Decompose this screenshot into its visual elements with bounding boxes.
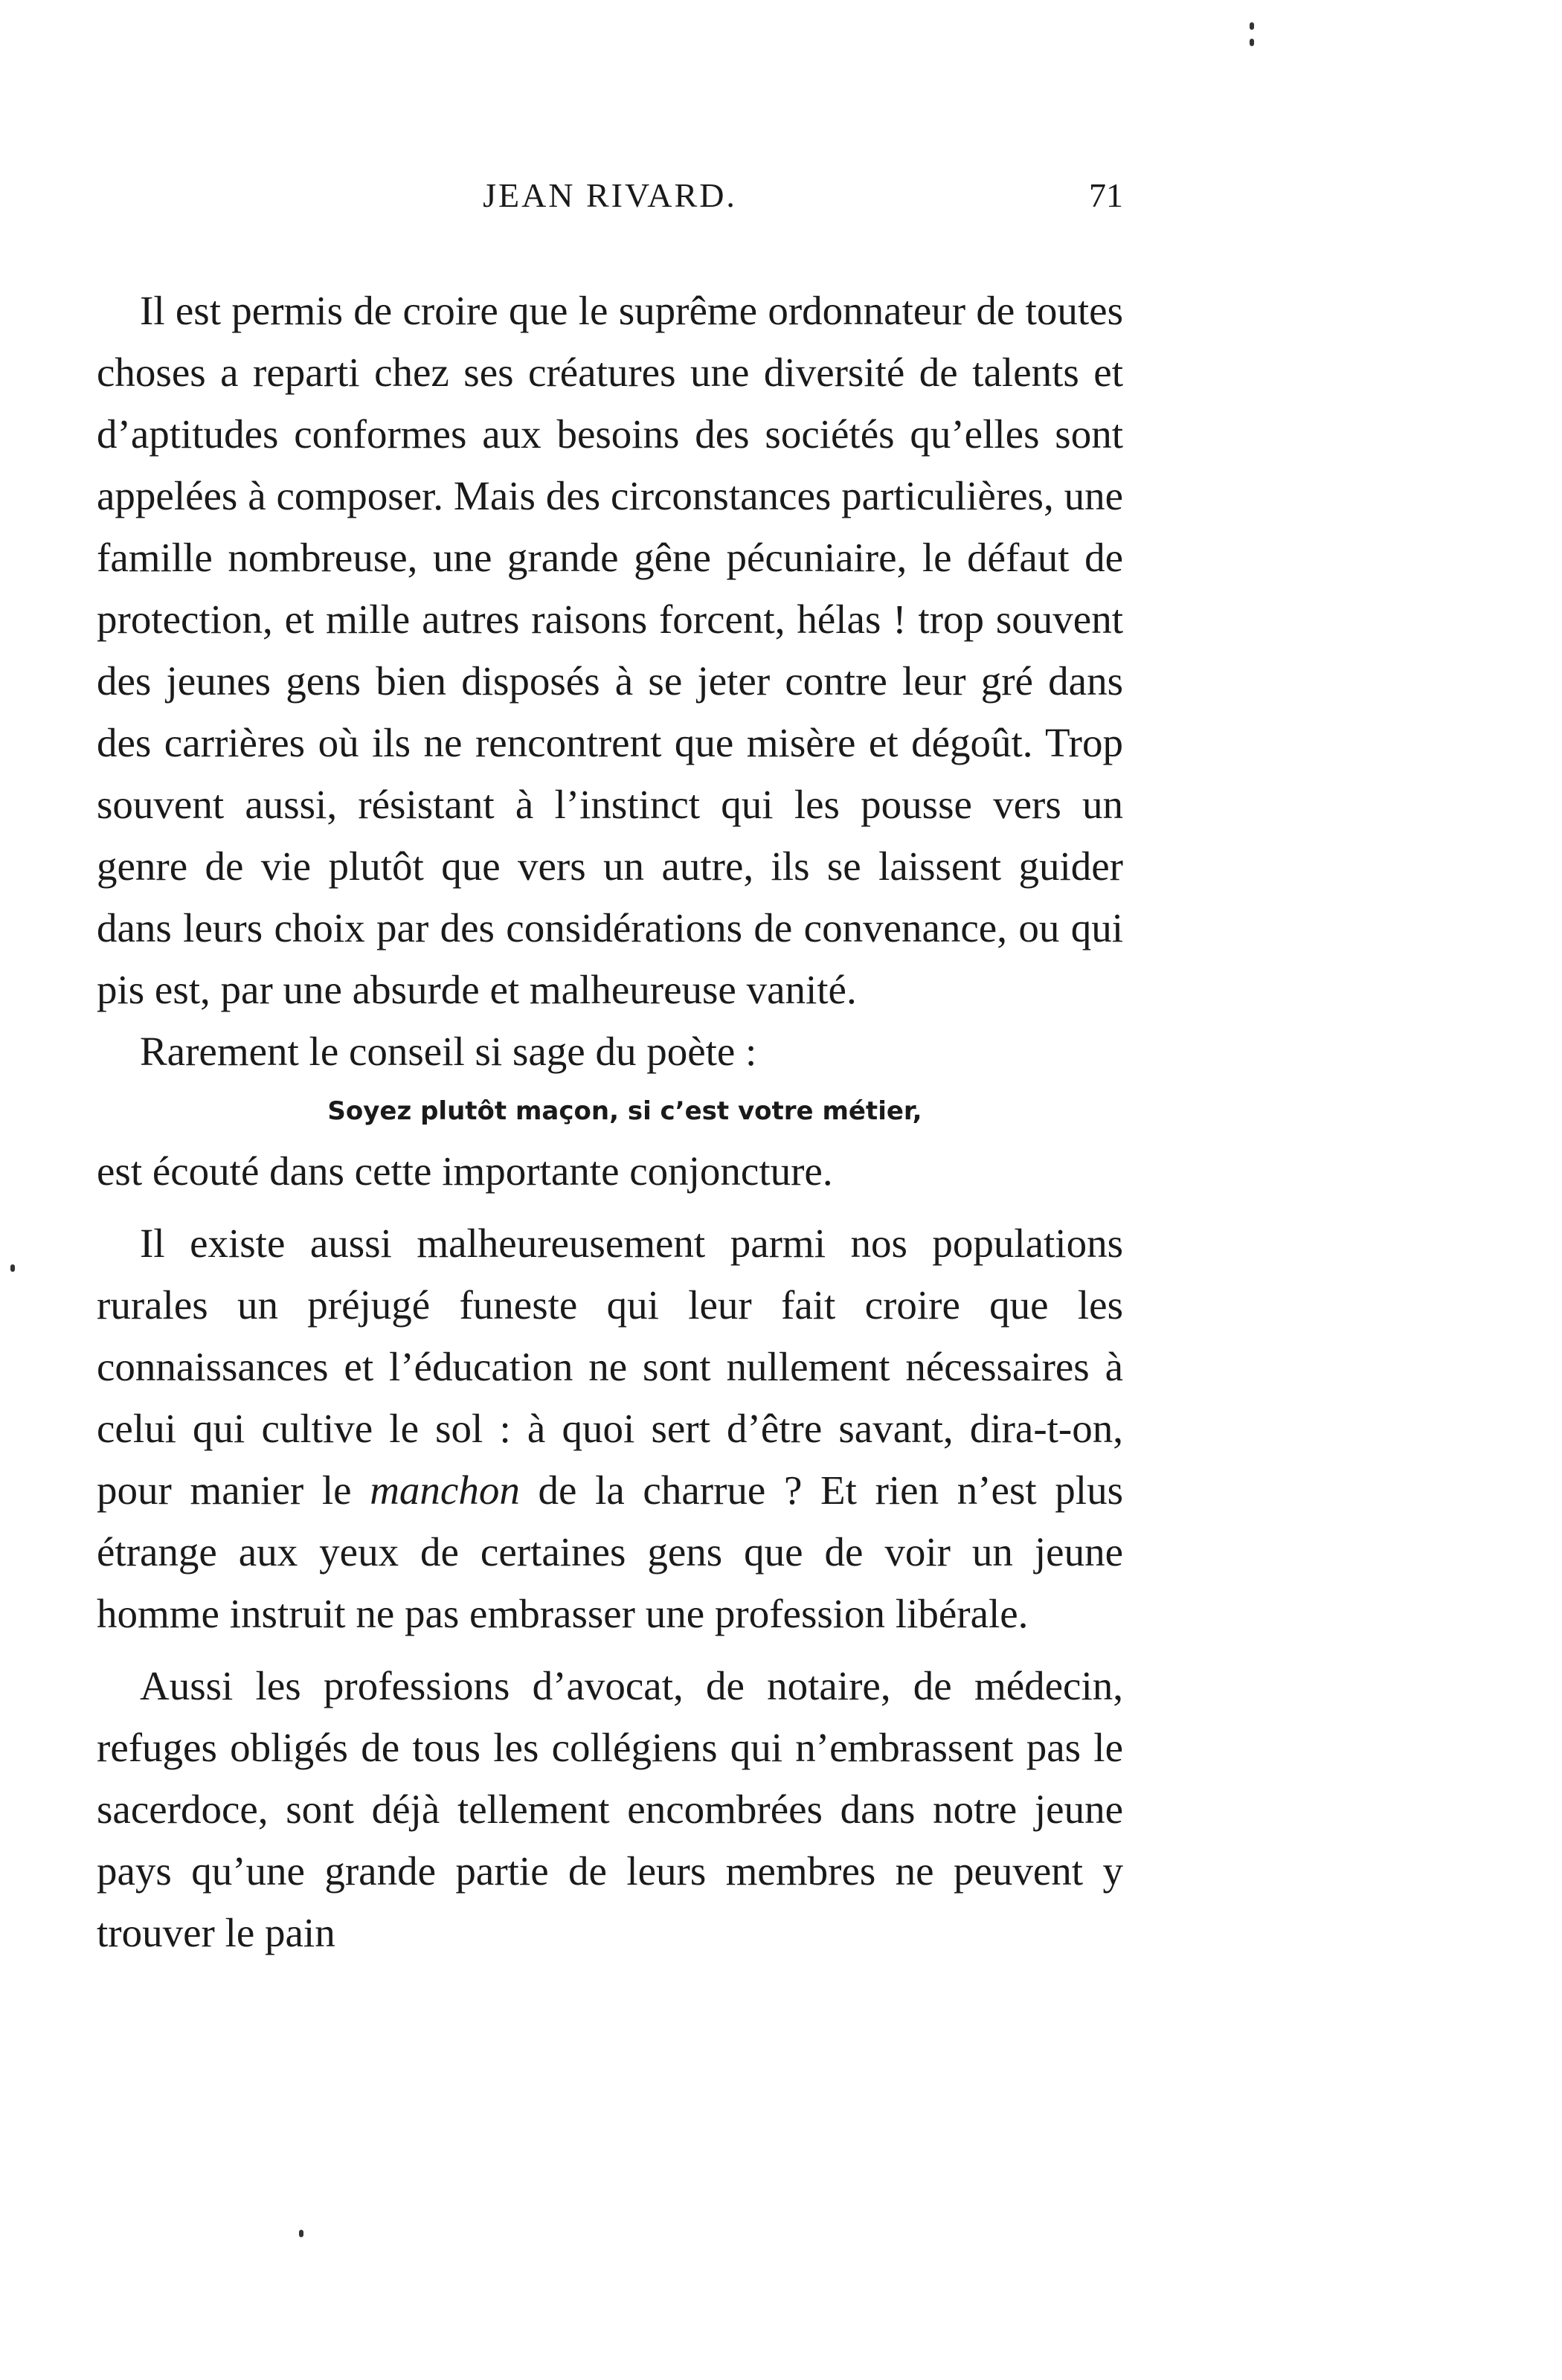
scan-speck (299, 2230, 303, 2237)
verse-quotation: Soyez plutôt maçon, si c’est votre métier, (327, 1096, 922, 1126)
running-head: JEAN RIVARD. (483, 176, 737, 214)
paragraph-2: Rarement le conseil si sage du poète : (140, 1029, 757, 1074)
paragraph-3-text-a: Il existe aussi malheureusement parmi nos populations rurales un préjugé funeste qui leur fait croire que les connaissances et l’éducation ne sont nullement nécessaires à celui qui cultive le sol : à quoi sert d’être savant, dira-t-on, pour manier le (97, 1220, 1123, 1513)
paragraph-3-text-b: de la charrue ? Et rien n’est plus étrange aux yeux de certaines gens que de voir un jeune homme instruit ne pas embrasser une profession libérale. (97, 1467, 1123, 1636)
body-text (97, 280, 1123, 1964)
page-number: 71 (1089, 176, 1123, 214)
paragraph-3 (97, 1212, 1123, 1644)
paragraph-4: Aussi les professions d’avocat, de notaire, de médecin, refuges obligés de tous les collégiens qui n’embrassent pas le sacerdoce, sont déjà tellement encombrées dans notre jeune pays qu’une grande partie de leurs membres ne peuvent y trouver le pain (97, 1663, 1123, 1955)
scan-speck (1250, 22, 1254, 30)
scan-speck (1250, 39, 1254, 46)
paragraph-1: Il est permis de croire que le suprême ordonnateur de toutes choses a reparti chez ses créatures une diversité de talents et d’aptitudes conformes aux besoins des sociétés qu’elles sont appelées à composer. Mais des circonstances particulières, une famille nombreuse, une grande gêne pécuniaire, le défaut de protection, et mille autres raisons forcent, hélas ! trop souvent des jeunes gens bien disposés à se jeter contre leur gré dans des carrières où ils ne rencontrent que misère et dégoût. Trop souvent aussi, résistant à l’instinct qui les pousse vers un genre de vie plutôt que vers un autre, ils se laissent guider dans leurs choix par des considérations de convenance, ou qui pis est, par une absurde et malheureuse vanité. (97, 288, 1123, 1012)
scan-speck (10, 1264, 15, 1272)
paragraph-2-continuation: est écouté dans cette importante conjoncture. (97, 1148, 833, 1194)
page-header (97, 176, 1123, 235)
italic-term: manchon (370, 1467, 520, 1513)
